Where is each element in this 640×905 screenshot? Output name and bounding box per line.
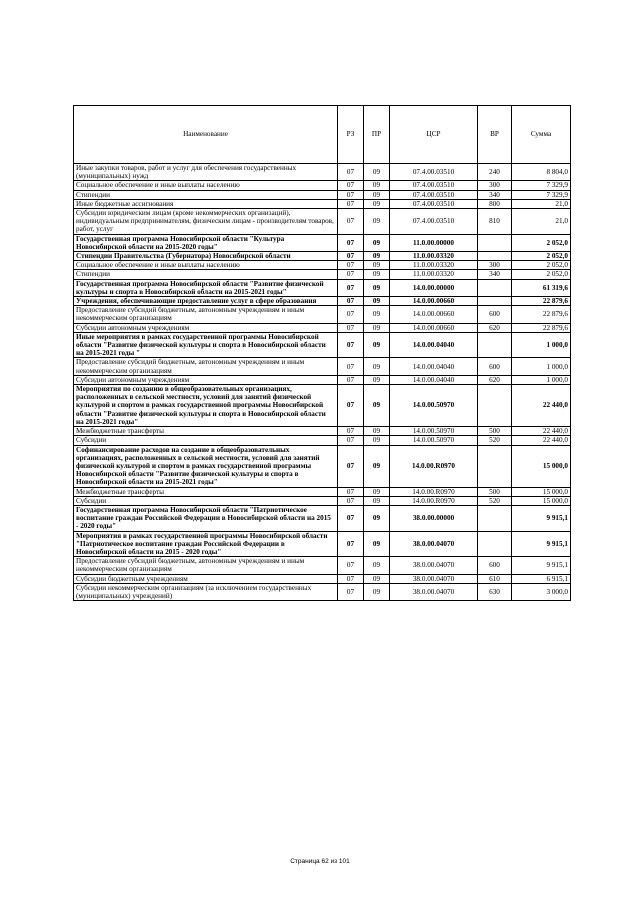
cell-vr [478, 279, 512, 296]
table-row [74, 496, 571, 505]
cell-csr: 38.0.00.04070 [390, 574, 478, 583]
cell-vr [478, 505, 512, 531]
cell-csr: 14.0.00.50970 [390, 427, 478, 436]
cell-sum: 9 915,1 [512, 557, 571, 574]
cell-pr: 09 [364, 279, 390, 296]
table-row [74, 583, 571, 600]
cell-csr: 38.0.00.04070 [390, 531, 478, 557]
cell-rz: 07 [338, 270, 364, 279]
cell-sum: 22 440,0 [512, 385, 571, 427]
cell-csr: 38.0.00.00000 [390, 505, 478, 531]
cell-rz: 07 [338, 181, 364, 190]
cell-name: Социальное обеспечение и иные выплаты населению [74, 261, 338, 270]
table-row [74, 375, 571, 384]
header-sum: Сумма [512, 106, 571, 164]
cell-csr: 07.4.00.03510 [390, 190, 478, 199]
table-row [74, 261, 571, 270]
cell-csr: 14.0.00.04040 [390, 358, 478, 375]
cell-sum: 8 804,0 [512, 164, 571, 181]
cell-vr [478, 445, 512, 487]
cell-sum: 1 000,0 [512, 358, 571, 375]
cell-name: Субсидии автономным учреждениям [74, 375, 338, 384]
cell-rz: 07 [338, 164, 364, 181]
cell-rz: 07 [338, 557, 364, 574]
table-row [74, 199, 571, 208]
cell-csr: 14.0.00.50970 [390, 385, 478, 427]
cell-csr: 14.0.00.50970 [390, 436, 478, 445]
cell-name: Иные бюджетные ассигнования [74, 199, 338, 208]
cell-name: Государственная программа Новосибирской области "Культура Новосибирской области на 2015-2020 годы" [74, 234, 338, 251]
cell-pr: 09 [364, 385, 390, 427]
table-row [74, 332, 571, 358]
cell-vr [478, 234, 512, 251]
cell-rz: 07 [338, 385, 364, 427]
table-row [74, 297, 571, 306]
table-row [74, 279, 571, 296]
cell-rz: 07 [338, 252, 364, 261]
table-row [74, 531, 571, 557]
cell-sum: 22 879,6 [512, 297, 571, 306]
cell-name: Государственная программа Новосибирской области "Патриотическое воспитание граждан Российской Федерации в Новосибирской области на 2015 - 2020 годы" [74, 505, 338, 531]
cell-pr: 09 [364, 209, 390, 235]
cell-pr: 09 [364, 181, 390, 190]
cell-vr: 620 [478, 323, 512, 332]
cell-name: Стипендии Правительства (Губернатора) Новосибирской области [74, 252, 338, 261]
cell-vr [478, 297, 512, 306]
cell-name: Межбюджетные трансферты [74, 487, 338, 496]
table-body [74, 164, 571, 601]
table-row [74, 234, 571, 251]
cell-pr: 09 [364, 234, 390, 251]
table-row [74, 574, 571, 583]
cell-name: Государственная программа Новосибирской области "Развитие физической культуры и спорта в Новосибирской области на 2015-2021 годы" [74, 279, 338, 296]
cell-sum: 15 000,0 [512, 445, 571, 487]
cell-pr: 09 [364, 427, 390, 436]
table-row [74, 557, 571, 574]
cell-pr: 09 [364, 583, 390, 600]
cell-rz: 07 [338, 332, 364, 358]
cell-rz: 07 [338, 505, 364, 531]
cell-rz: 07 [338, 209, 364, 235]
cell-sum: 22 440,0 [512, 427, 571, 436]
cell-sum: 6 915,1 [512, 574, 571, 583]
cell-pr: 09 [364, 445, 390, 487]
table-row [74, 427, 571, 436]
cell-rz: 07 [338, 358, 364, 375]
cell-pr: 09 [364, 270, 390, 279]
table-row [74, 445, 571, 487]
cell-sum: 7 329,9 [512, 181, 571, 190]
table-row [74, 209, 571, 235]
cell-name: Субсидии [74, 496, 338, 505]
cell-name: Субсидии [74, 436, 338, 445]
cell-pr: 09 [364, 252, 390, 261]
cell-pr: 09 [364, 557, 390, 574]
table-row [74, 190, 571, 199]
cell-pr: 09 [364, 297, 390, 306]
cell-sum: 61 319,6 [512, 279, 571, 296]
cell-vr: 810 [478, 209, 512, 235]
cell-pr: 09 [364, 323, 390, 332]
cell-pr: 09 [364, 496, 390, 505]
cell-sum: 9 915,1 [512, 505, 571, 531]
cell-vr: 520 [478, 436, 512, 445]
cell-vr: 500 [478, 487, 512, 496]
cell-vr [478, 252, 512, 261]
table-row [74, 164, 571, 181]
cell-vr: 300 [478, 261, 512, 270]
cell-sum: 1 000,0 [512, 375, 571, 384]
cell-vr: 630 [478, 583, 512, 600]
cell-csr: 14.0.00.00660 [390, 306, 478, 323]
cell-sum: 2 052,0 [512, 261, 571, 270]
cell-pr: 09 [364, 164, 390, 181]
cell-vr: 600 [478, 306, 512, 323]
cell-sum: 22 879,6 [512, 323, 571, 332]
cell-vr: 520 [478, 496, 512, 505]
cell-name: Иные закупки товаров, работ и услуг для обеспечения государственных (муниципальных) нужд [74, 164, 338, 181]
cell-rz: 07 [338, 574, 364, 583]
cell-csr: 07.4.00.03510 [390, 181, 478, 190]
cell-csr: 11.0.00.03320 [390, 252, 478, 261]
cell-csr: 38.0.00.04070 [390, 583, 478, 600]
header-csr: ЦСР [390, 106, 478, 164]
cell-csr: 07.4.00.03510 [390, 164, 478, 181]
cell-sum: 1 000,0 [512, 332, 571, 358]
cell-name: Стипендии [74, 270, 338, 279]
cell-sum: 2 052,0 [512, 270, 571, 279]
table-row [74, 487, 571, 496]
cell-vr: 600 [478, 358, 512, 375]
cell-name: Стипендии [74, 190, 338, 199]
cell-rz: 07 [338, 496, 364, 505]
cell-rz: 07 [338, 436, 364, 445]
cell-name: Субсидии бюджетным учреждениям [74, 574, 338, 583]
cell-csr: 14.0.00.R0970 [390, 496, 478, 505]
cell-rz: 07 [338, 487, 364, 496]
cell-csr: 14.0.00.R0970 [390, 487, 478, 496]
cell-name: Мероприятия в рамках государственной программы Новосибирской области "Патриотическое воспитание граждан Российской Федерации в Новосибирской области на 2015 - 2020 годы" [74, 531, 338, 557]
cell-sum: 2 052,0 [512, 252, 571, 261]
cell-rz: 07 [338, 583, 364, 600]
cell-vr: 300 [478, 181, 512, 190]
cell-vr [478, 332, 512, 358]
cell-sum: 22 440,0 [512, 436, 571, 445]
cell-sum: 15 000,0 [512, 487, 571, 496]
cell-pr: 09 [364, 199, 390, 208]
cell-name: Предоставление субсидий бюджетным, автономным учреждениям и иным некоммерческим организациям [74, 306, 338, 323]
cell-rz: 07 [338, 261, 364, 270]
cell-rz: 07 [338, 427, 364, 436]
cell-rz: 07 [338, 279, 364, 296]
table-row [74, 270, 571, 279]
table-row [74, 385, 571, 427]
header-rz: РЗ [338, 106, 364, 164]
cell-name: Иные мероприятия в рамках государственной программы Новосибирской области "Развитие физической культуры и спорта в Новосибирской области на 2015-2021 годы " [74, 332, 338, 358]
cell-csr: 38.0.00.04070 [390, 557, 478, 574]
cell-csr: 11.0.00.03320 [390, 270, 478, 279]
cell-pr: 09 [364, 531, 390, 557]
cell-name: Субсидии автономным учреждениям [74, 323, 338, 332]
cell-sum: 21,0 [512, 209, 571, 235]
cell-pr: 09 [364, 574, 390, 583]
cell-rz: 07 [338, 190, 364, 199]
cell-csr: 14.0.00.00660 [390, 297, 478, 306]
cell-sum: 9 915,1 [512, 531, 571, 557]
table-row [74, 323, 571, 332]
cell-csr: 07.4.00.03510 [390, 209, 478, 235]
header-vr: ВР [478, 106, 512, 164]
cell-rz: 07 [338, 297, 364, 306]
cell-csr: 14.0.00.R0970 [390, 445, 478, 487]
cell-vr: 340 [478, 270, 512, 279]
cell-sum: 15 000,0 [512, 496, 571, 505]
cell-vr: 500 [478, 427, 512, 436]
cell-csr: 14.0.00.00660 [390, 323, 478, 332]
cell-vr: 800 [478, 199, 512, 208]
cell-name: Мероприятия по созданию в общеобразовательных организациях, расположенных в сельской местности, условий для занятий физической культурой и спортом в рамках государственной программы Новосибирской области "Развитие физической культуры и спорта в Новосибирской области на 2015-2021 годы" [74, 385, 338, 427]
cell-pr: 09 [364, 487, 390, 496]
cell-csr: 14.0.00.04040 [390, 332, 478, 358]
cell-name: Предоставление субсидий бюджетным, автономным учреждениям и иным некоммерческим организациям [74, 557, 338, 574]
cell-csr: 07.4.00.03510 [390, 199, 478, 208]
table-row [74, 306, 571, 323]
table-row [74, 505, 571, 531]
cell-sum: 3 000,0 [512, 583, 571, 600]
cell-rz: 07 [338, 375, 364, 384]
table-row [74, 181, 571, 190]
cell-name: Учреждения, обеспечивающие предоставление услуг в сфере образования [74, 297, 338, 306]
cell-pr: 09 [364, 505, 390, 531]
cell-csr: 11.0.00.03320 [390, 261, 478, 270]
cell-name: Предоставление субсидий бюджетным, автономным учреждениям и иным некоммерческим организациям [74, 358, 338, 375]
cell-vr: 620 [478, 375, 512, 384]
header-name: Наименование [74, 106, 338, 164]
cell-vr: 340 [478, 190, 512, 199]
cell-rz: 07 [338, 531, 364, 557]
cell-pr: 09 [364, 332, 390, 358]
cell-name: Социальное обеспечение и иные выплаты населению [74, 181, 338, 190]
cell-rz: 07 [338, 306, 364, 323]
cell-name: Софинансирование расходов на создание в общеобразовательных организациях, расположенных в сельской местности, условий для занятий физической культурой и спортом в рамках государственной программы Новосибирской области "Развитие физической культуры и спорта в Новосибирской области на 2015-2021 годы" [74, 445, 338, 487]
cell-vr: 600 [478, 557, 512, 574]
budget-table [73, 105, 571, 601]
cell-pr: 09 [364, 436, 390, 445]
page-number: Страница 62 из 101 [290, 858, 350, 865]
cell-vr [478, 531, 512, 557]
cell-csr: 11.0.00.00000 [390, 234, 478, 251]
cell-sum: 22 879,6 [512, 306, 571, 323]
cell-vr: 610 [478, 574, 512, 583]
cell-rz: 07 [338, 323, 364, 332]
cell-csr: 14.0.00.00000 [390, 279, 478, 296]
table-row [74, 358, 571, 375]
table-header-row [74, 106, 571, 164]
table-row [74, 252, 571, 261]
cell-sum: 21,0 [512, 199, 571, 208]
cell-name: Субсидии юридическим лицам (кроме некоммерческих организаций), индивидуальным предпринимателям, физическим лицам - производителям товаров, работ, услуг [74, 209, 338, 235]
cell-vr: 240 [478, 164, 512, 181]
table-row [74, 436, 571, 445]
cell-vr [478, 385, 512, 427]
cell-pr: 09 [364, 306, 390, 323]
cell-rz: 07 [338, 199, 364, 208]
cell-rz: 07 [338, 445, 364, 487]
header-pr: ПР [364, 106, 390, 164]
cell-rz: 07 [338, 234, 364, 251]
cell-sum: 7 329,9 [512, 190, 571, 199]
cell-name: Субсидии некоммерческим организациям (за исключением государственных (муниципальных) учреждений) [74, 583, 338, 600]
cell-pr: 09 [364, 358, 390, 375]
cell-sum: 2 052,0 [512, 234, 571, 251]
cell-pr: 09 [364, 375, 390, 384]
cell-pr: 09 [364, 190, 390, 199]
cell-name: Межбюджетные трансферты [74, 427, 338, 436]
cell-pr: 09 [364, 261, 390, 270]
cell-csr: 14.0.00.04040 [390, 375, 478, 384]
